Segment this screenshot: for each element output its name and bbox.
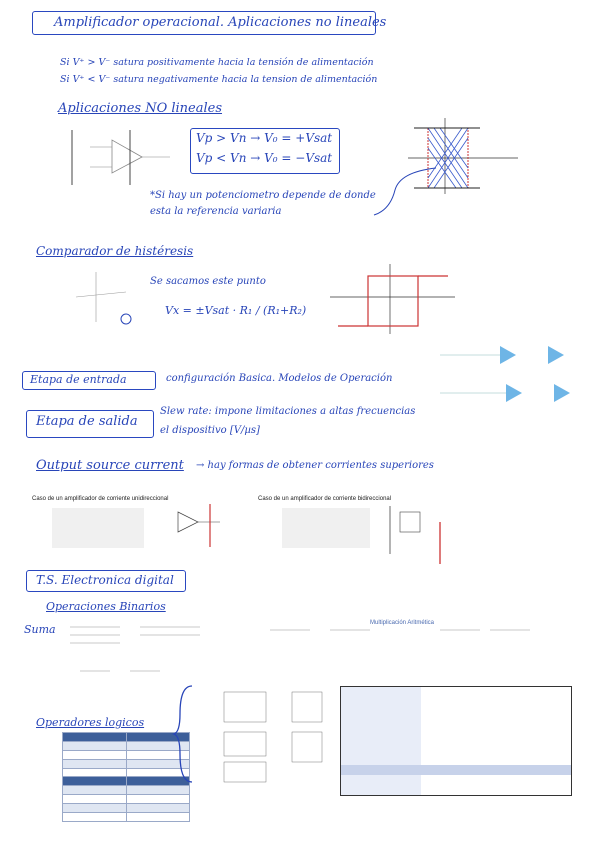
caso-bidireccional: Caso de un amplificador de corriente bidireccional — [258, 496, 392, 502]
logic-gates-diagram — [196, 688, 336, 788]
potenciometro-note: *Si hay un potenciometro depende de donde esta la referencia variaria — [150, 190, 376, 217]
comparator-opamp-diagram — [70, 125, 180, 190]
binary-operations-sketch — [40, 615, 560, 685]
logic-summary-table — [340, 686, 572, 796]
potenciometro-arrow — [370, 160, 440, 220]
hysteresis-loop-plot — [320, 262, 460, 337]
etapa-salida: Etapa de salida — [36, 414, 138, 429]
rule-negative: Si V⁺ < V⁻ satura negativamente hacia la tension de alimentación — [60, 74, 378, 85]
sacamos-note: Se sacamos este punto — [150, 276, 266, 287]
logic-bracket — [174, 684, 194, 784]
opamp-models-diagram — [430, 336, 580, 436]
caso-unidireccional: Caso de un amplificador de corriente unidireccional — [32, 496, 169, 502]
output-source-note: → hay formas de obtener corrientes superiores — [196, 460, 434, 471]
output-source-title: Output source current — [36, 458, 184, 473]
rule-positive: Si V⁺ > V⁻ satura positivamente hacia la tensión de alimentación — [60, 57, 374, 68]
logic-table-1 — [62, 732, 190, 778]
condition-negative: Vp < Vn → V₀ = −Vsat — [196, 151, 333, 165]
condition-positive: Vp > Vn → V₀ = +Vsat — [196, 131, 333, 145]
logic-table-2 — [62, 776, 190, 822]
operaciones-binarios: Operaciones Binarios — [46, 600, 166, 613]
config-basica: configuración Basica. Modelos de Operación — [166, 373, 393, 384]
hysteresis-formula: Vx = ±Vsat · R₁ / (R₁+R₂) — [165, 304, 307, 317]
slew-rate: Slew rate: impone limitaciones a altas frecuencias — [160, 406, 416, 417]
formula-card-1 — [52, 508, 144, 548]
suma-label: Suma — [24, 623, 56, 636]
operadores-logicos: Operadores logicos — [36, 716, 145, 729]
current-amp-circuits — [150, 502, 460, 572]
section-aplicaciones-no-lineales: Aplicaciones NO lineales — [58, 101, 223, 116]
ts-title: T.S. Electronica digital — [36, 573, 174, 587]
etapa-entrada: Etapa de entrada — [30, 373, 127, 386]
slew-rate-dispositivo: el dispositivo [V/µs] — [160, 425, 260, 436]
section-comparador-histeresis: Comparador de histéresis — [36, 244, 194, 258]
multiplicacion-label: Multiplicación Aritmética — [370, 620, 435, 626]
page-title: Amplificador operacional. Aplicaciones no lineales — [54, 15, 387, 30]
hysteresis-circuit — [66, 262, 156, 332]
